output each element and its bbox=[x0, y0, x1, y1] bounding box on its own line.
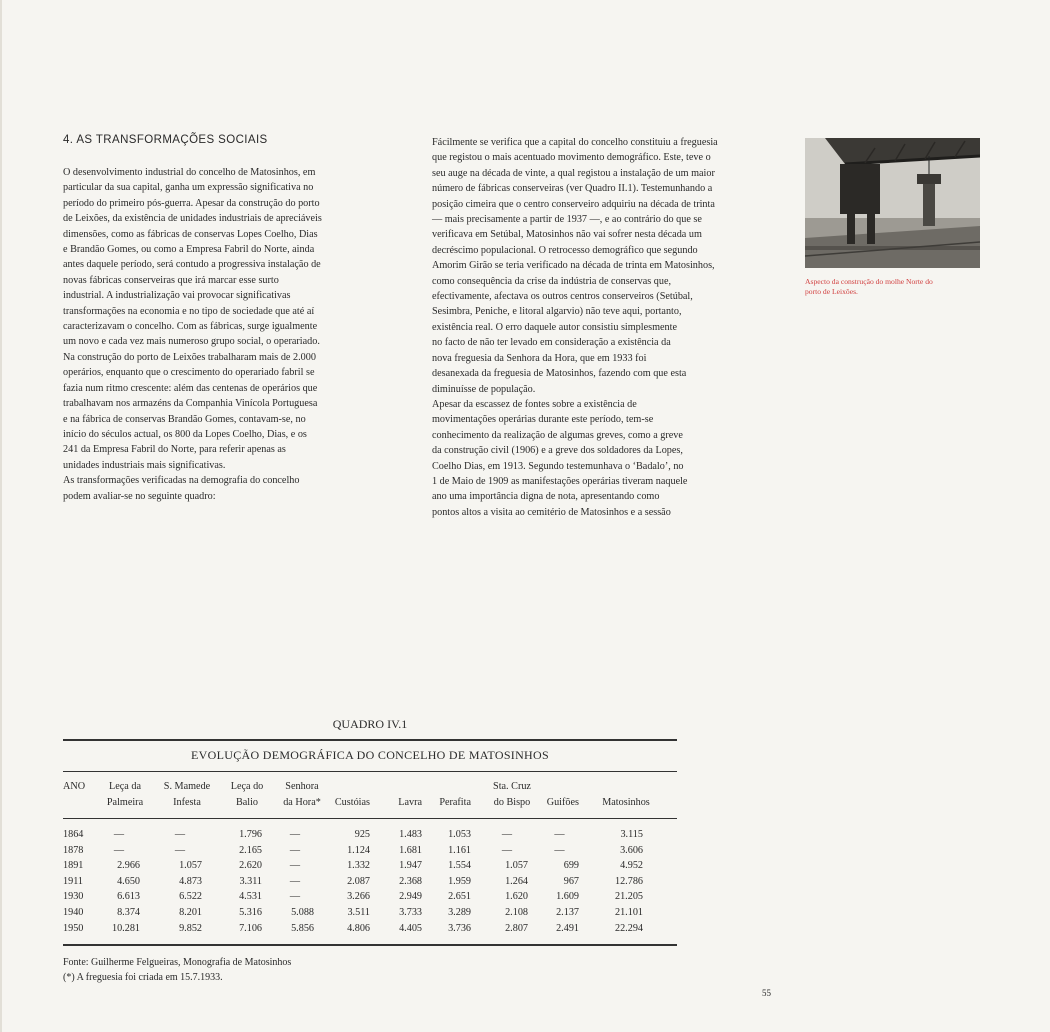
text-line: operários, enquanto que o crescimento do operariado fabril se bbox=[63, 367, 315, 379]
text-line: Amorim Girão se teria verificado na década de trinta em Matosinhos, bbox=[432, 260, 715, 272]
text-line: Sesimbra, Peniche, e litoral algarvio) não teve aqui, portanto, bbox=[432, 306, 682, 318]
table-value-cell: 2.165 bbox=[239, 844, 262, 856]
table-subtitle: EVOLUÇÃO DEMOGRÁFICA DO CONCELHO DE MATOSINHOS bbox=[191, 748, 549, 762]
text-line: podem avaliar-se no seguinte quadro: bbox=[63, 490, 216, 502]
text-line: transformações na economia e no tipo de sociedade que até aí bbox=[63, 305, 315, 317]
text-line: Apesar da escassez de fontes sobre a existência de bbox=[432, 398, 637, 410]
right-text-column bbox=[432, 135, 777, 520]
text-line: início do séculos actual, os 800 da Lopes Coelho, Dias, e os bbox=[63, 428, 307, 440]
table-value-cell: 1.057 bbox=[505, 860, 528, 872]
table-header-cell: Balio bbox=[235, 797, 259, 808]
table-value-cell: 2.491 bbox=[556, 922, 579, 934]
table-header-cell: Senhora bbox=[285, 781, 319, 792]
table-value-cell: 8.374 bbox=[117, 907, 140, 918]
table-value-cell: — bbox=[289, 875, 301, 887]
table-header-cell: Infesta bbox=[173, 797, 201, 808]
caption-line: porto de Leixões. bbox=[805, 287, 858, 296]
text-line: nova freguesia da Senhora da Hora, que em 1933 foi bbox=[432, 352, 647, 364]
table-value-cell: 1.124 bbox=[347, 844, 370, 856]
text-line: decréscimo populacional. O retrocesso demográfico que segundo bbox=[432, 244, 698, 256]
table-value-cell: 1.161 bbox=[448, 844, 471, 856]
table-value-cell: 967 bbox=[563, 875, 579, 887]
table-value-cell: 12.786 bbox=[614, 875, 643, 887]
text-line: ano uma importância digna de nota, apresentando como bbox=[432, 491, 660, 503]
text-line: movimentações operárias durante este período, tem-se bbox=[432, 414, 654, 426]
text-line: particular da sua capital, ganha um expressão significativa no bbox=[63, 182, 314, 194]
text-line: e Brandão Gomes, ou como a Empresa Fabril do Norte, ainda bbox=[63, 244, 315, 256]
text-line: desanexada da freguesia de Matosinhos, fazendo com que esta bbox=[432, 368, 687, 380]
table-year-cell: 1940 bbox=[63, 907, 84, 918]
table-header-cell: Sta. Cruz bbox=[493, 781, 531, 792]
table-value-cell: 2.651 bbox=[448, 891, 471, 903]
table-value-cell: 1.332 bbox=[347, 860, 370, 872]
table-value-cell: 3.606 bbox=[620, 844, 643, 856]
text-line: trabalhavam nos armazéns da Companhia Vinícola Portuguesa bbox=[63, 398, 318, 410]
text-line: 1 de Maio de 1909 as manifestações operárias tiveram naquele bbox=[432, 475, 688, 487]
table-year-cell: 1930 bbox=[63, 891, 84, 903]
table-year-cell: 1911 bbox=[63, 875, 83, 887]
table-value-cell: 3.311 bbox=[239, 875, 262, 887]
table-value-cell: 7.106 bbox=[239, 922, 262, 934]
text-line: da construção civil (1906) e a greve dos soldadores da Lopes, bbox=[432, 445, 683, 457]
text-line: Fácilmente se verifica que a capital do concelho constituiu a freguesia bbox=[432, 137, 718, 148]
text-line: verificava em Setúbal, Matosinhos não vai sofrer nesta década um bbox=[432, 229, 702, 241]
table-value-cell: — bbox=[289, 844, 301, 856]
text-line: diminuísse de população. bbox=[432, 383, 536, 395]
table-value-cell: 21.101 bbox=[614, 907, 643, 918]
table-value-cell: 2.966 bbox=[117, 860, 140, 872]
table-value-cell: — bbox=[113, 844, 125, 856]
table-header-cell: Guifões bbox=[546, 797, 579, 808]
table-top-rule bbox=[63, 739, 677, 741]
table-value-cell: 3.511 bbox=[347, 907, 370, 918]
table-value-cell: 2.087 bbox=[347, 875, 370, 887]
table-value-cell: 1.947 bbox=[399, 860, 422, 872]
table-header-cell: Matosinhos bbox=[602, 797, 650, 808]
table-header-rule-bottom bbox=[63, 818, 677, 819]
table-value-cell: 3.289 bbox=[448, 907, 471, 918]
text-line: 241 da Empresa Fabril do Norte, para referir apenas as bbox=[63, 444, 286, 456]
table-value-cell: 2.108 bbox=[505, 907, 528, 918]
table-value-cell: 8.201 bbox=[179, 907, 202, 918]
text-line: — mais precisamente a partir de 1937 —, e ao contrário do que se bbox=[432, 214, 702, 226]
text-line: número de fábricas conserveiras (ver Quadro II.1). Testemunhando a bbox=[432, 183, 713, 195]
table-header-cell: S. Mamede bbox=[163, 781, 211, 792]
text-line: O desenvolvimento industrial do concelho de Matosinhos, em bbox=[63, 167, 316, 178]
table-value-cell: — bbox=[113, 829, 125, 840]
table-value-cell: 4.650 bbox=[117, 875, 140, 887]
left-text-column bbox=[63, 165, 405, 504]
table-value-cell: 3.733 bbox=[399, 907, 422, 918]
table-value-cell: 2.368 bbox=[399, 875, 422, 887]
table-value-cell: 2.949 bbox=[399, 891, 422, 903]
harbor-construction-photo bbox=[805, 138, 980, 268]
table-value-cell: 4.405 bbox=[399, 922, 422, 934]
table-value-cell: 2.620 bbox=[239, 860, 262, 872]
table-value-cell: — bbox=[554, 829, 565, 840]
table-value-cell: 1.620 bbox=[505, 891, 528, 903]
page-number: 55 bbox=[762, 988, 771, 998]
table-value-cell: — bbox=[501, 844, 513, 856]
text-line: novas fábricas conserveiras que irá marcar esse surto bbox=[63, 274, 279, 286]
text-line: que registou o mais acentuado movimento demográfico. Este, teve o bbox=[432, 152, 711, 164]
table-header-cell: ANO bbox=[63, 781, 86, 792]
table-value-cell: — bbox=[289, 829, 301, 840]
table-value-cell: 3.115 bbox=[620, 829, 643, 840]
footnote: (*) A freguesia foi criada em 15.7.1933. bbox=[63, 972, 223, 983]
text-line: antes daquele período, será contudo a progressiva instalação de bbox=[63, 259, 321, 271]
table-header-cell: do Bispo bbox=[493, 797, 531, 808]
table-value-cell: 699 bbox=[563, 860, 579, 872]
table-year-cell: 1950 bbox=[63, 922, 84, 934]
text-line: fazia num ritmo crescente: além das centenas de operários que bbox=[63, 382, 318, 394]
table-value-cell: — bbox=[501, 829, 513, 840]
text-line: Na construção do porto de Leixões trabalharam mais de 2.000 bbox=[63, 351, 316, 363]
table-value-cell: — bbox=[174, 844, 186, 856]
source-line: Fonte: Guilherme Felgueiras, Monografia de Matosinhos bbox=[63, 957, 292, 968]
table-value-cell: 5.088 bbox=[291, 907, 314, 918]
table-header-cell: Leça da bbox=[109, 781, 141, 792]
table-value-cell: 1.264 bbox=[505, 875, 528, 887]
table-value-cell: 1.483 bbox=[399, 829, 422, 840]
table-value-cell: 2.807 bbox=[505, 922, 528, 934]
text-line: um novo e cada vez mais numeroso grupo social, o operariado. bbox=[63, 336, 320, 348]
table-value-cell: 1.959 bbox=[448, 875, 471, 887]
table-value-cell: 1.053 bbox=[448, 829, 471, 840]
table-value-cell: 6.522 bbox=[179, 891, 202, 903]
table-header-cell: Perafita bbox=[439, 797, 471, 808]
text-line: seu auge na década de vinte, a qual registou a instalação de um maior bbox=[432, 167, 715, 179]
text-line: industrial. A industrialização vai provocar significativas bbox=[63, 290, 291, 302]
text-line: posição cimeira que o centro conserveiro adquiriu na década de trinta bbox=[432, 198, 715, 210]
table-value-cell: — bbox=[554, 844, 565, 856]
table-value-cell: 1.554 bbox=[448, 860, 471, 872]
table-title: QUADRO IV.1 bbox=[332, 717, 408, 731]
crane-illustration bbox=[805, 138, 980, 268]
table-value-cell: 1.796 bbox=[239, 829, 262, 840]
table-value-cell: 22.294 bbox=[614, 922, 643, 934]
photo-caption bbox=[805, 277, 985, 297]
table-header-cell: Leça do bbox=[230, 781, 264, 792]
table-year-cell: 1878 bbox=[63, 844, 84, 856]
table-value-cell: 21.205 bbox=[614, 891, 643, 903]
table-value-cell: — bbox=[289, 860, 301, 872]
table-value-cell: 9.852 bbox=[179, 922, 202, 934]
table-bottom-rule bbox=[63, 944, 677, 946]
caption-line: Aspecto da construção do molhe Norte do bbox=[805, 277, 933, 286]
table-value-cell: 4.952 bbox=[620, 860, 643, 872]
text-line: dimensões, como as fábricas de conservas Lopes Coelho, Dias bbox=[63, 228, 318, 240]
table-value-cell: 1.057 bbox=[179, 860, 202, 872]
table-year-cell: 1864 bbox=[63, 829, 84, 840]
table-header-rule-top bbox=[63, 771, 677, 772]
page-edge bbox=[0, 0, 2, 1032]
table-value-cell: — bbox=[289, 891, 301, 903]
table-header-cell: Lavra bbox=[398, 797, 422, 808]
table-value-cell: 2.137 bbox=[556, 907, 579, 918]
text-line: período do primeiro pós-guerra. Apesar da construção do porto bbox=[63, 197, 320, 209]
text-line: conhecimento da realização de algumas greves, como a greve bbox=[432, 429, 683, 441]
text-line: e na fábrica de conservas Brandão Gomes, contavam-se, no bbox=[63, 413, 306, 425]
text-line: Coelho Dias, em 1913. Segundo testemunhava o ‘Badalo’, no bbox=[432, 460, 684, 472]
table-value-cell: 6.613 bbox=[117, 891, 140, 903]
table-value-cell: 3.266 bbox=[347, 891, 370, 903]
text-line: como consequência da crise da indústria de conservas que, bbox=[432, 275, 672, 287]
table-value-cell: 5.856 bbox=[291, 922, 314, 934]
table-source bbox=[63, 955, 291, 985]
text-line: efectivamente, afectava os outros centros conserveiros (Setúbal, bbox=[432, 291, 693, 303]
table-year-cell: 1891 bbox=[63, 860, 84, 872]
table-value-cell: 4.806 bbox=[347, 922, 370, 934]
text-line: unidades industriais mais significativas. bbox=[63, 459, 226, 471]
table-value-cell: 3.736 bbox=[448, 922, 471, 934]
table-value-cell: 1.609 bbox=[556, 891, 579, 903]
text-line: no facto de não ter levado em consideração a existência da bbox=[432, 337, 671, 349]
section-heading: 4. AS TRANSFORMAÇÕES SOCIAIS bbox=[63, 134, 268, 146]
text-line: de Leixões, da existência de unidades industriais de apreciáveis bbox=[63, 213, 322, 225]
table-header-cell: da Hora* bbox=[283, 797, 321, 808]
text-line: existência real. O erro daquele autor consistiu simplesmente bbox=[432, 321, 677, 333]
text-line: As transformações verificadas na demografia do concelho bbox=[63, 475, 300, 487]
table-value-cell: 5.316 bbox=[239, 907, 262, 918]
table-value-cell: 1.681 bbox=[399, 844, 422, 856]
text-line: pontos altos a visita ao cemitério de Matosinhos e a sessão bbox=[432, 506, 671, 518]
table-header-cell: Palmeira bbox=[106, 797, 144, 808]
table-header-cell: Custóias bbox=[334, 797, 370, 808]
table-value-cell: 925 bbox=[354, 829, 370, 840]
table-value-cell: — bbox=[174, 829, 186, 840]
table-value-cell: 4.873 bbox=[179, 875, 202, 887]
table-value-cell: 4.531 bbox=[239, 891, 262, 903]
text-line: caracterizavam o concelho. Com as fábricas, surge igualmente bbox=[63, 321, 318, 333]
table-value-cell: 10.281 bbox=[111, 922, 140, 934]
